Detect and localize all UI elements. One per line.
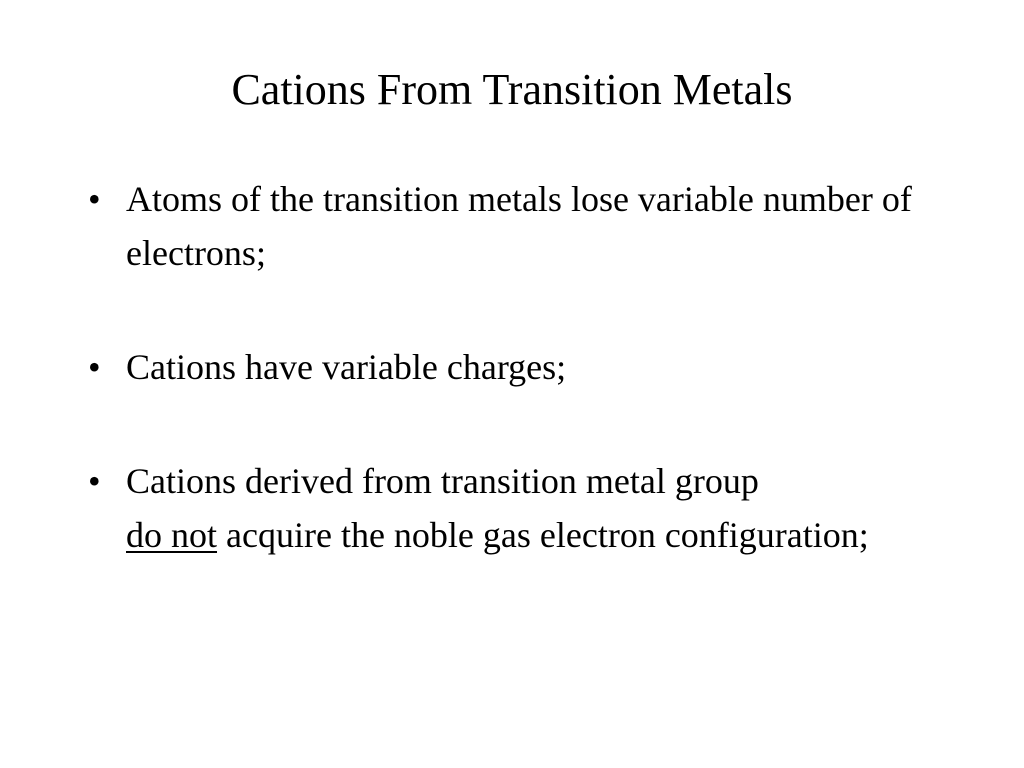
- bullet-text: Cations have variable charges;: [126, 347, 567, 387]
- bullet-text-before: Cations derived from transition metal group: [126, 461, 759, 501]
- bullet-text: Atoms of the transition metals lose variable number of electrons;: [126, 179, 912, 273]
- bullet-item: [88, 340, 948, 394]
- bullet-item: [88, 172, 948, 280]
- bullet-text-after: acquire the noble gas electron configuration;: [226, 515, 869, 555]
- bullet-emphasis: do not: [126, 515, 218, 555]
- bullet-item: [88, 454, 948, 562]
- bullet-marker: •: [88, 179, 101, 219]
- bullet-marker: •: [88, 461, 101, 501]
- bullet-marker: •: [88, 347, 101, 387]
- slide-title: Cations From Transition Metals: [231, 65, 793, 114]
- bullet-list: [88, 172, 948, 622]
